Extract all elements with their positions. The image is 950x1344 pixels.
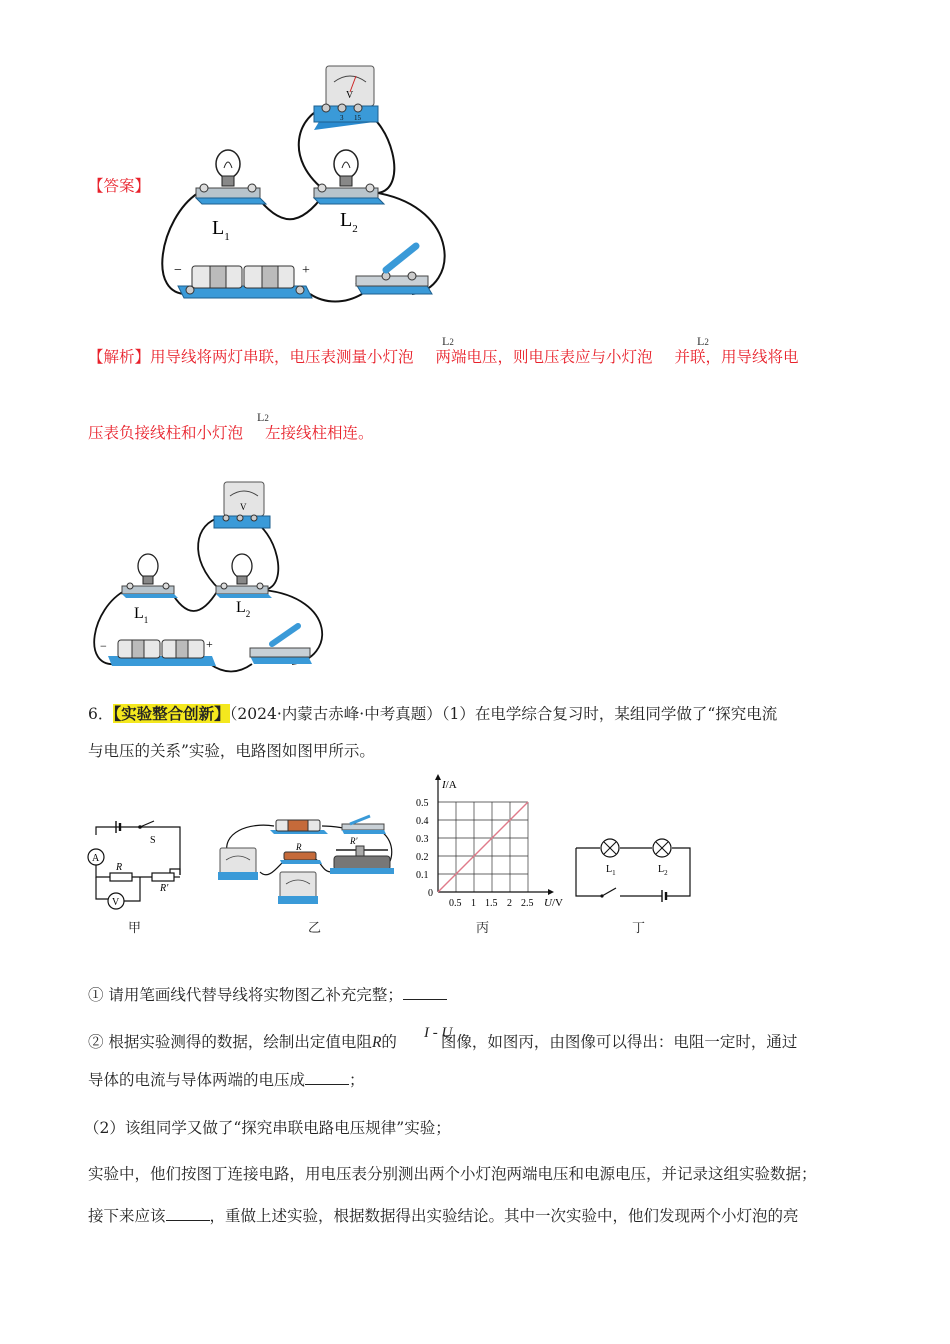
caption-jia: 甲 bbox=[128, 921, 142, 936]
analysis-text: 并联，用导线将电 bbox=[674, 348, 799, 366]
wire bbox=[310, 294, 362, 302]
rheostat-label: R' bbox=[160, 883, 169, 894]
bulb-l1-icon bbox=[122, 554, 178, 598]
circuit-diagram-jia bbox=[80, 815, 195, 915]
x-tick-label: 2.5 bbox=[521, 898, 534, 909]
battery-minus: − bbox=[100, 639, 107, 653]
circuit-figure-2 bbox=[86, 478, 336, 674]
answer-label: 【答案】 bbox=[88, 177, 151, 195]
part-2-heading: （2）该组同学又做了“探究串联电路电压规律”实验； bbox=[84, 1119, 451, 1137]
x-axis-label: U/V bbox=[544, 897, 563, 909]
y-axis-arrow bbox=[435, 774, 441, 780]
label-l2: $L_2$ bbox=[658, 864, 668, 877]
answer-blank-2[interactable] bbox=[305, 1070, 349, 1085]
part-2-text: ，重做上述实验，根据数据得出实验结论。其中一次实验中，他们发现两个小灯泡的亮 bbox=[209, 1207, 799, 1225]
x-tick-label: 1 bbox=[471, 898, 476, 909]
battery-icon bbox=[178, 266, 312, 298]
origin-label: 0 bbox=[428, 888, 433, 899]
voltmeter-icon bbox=[214, 482, 270, 528]
resistor-label: R bbox=[296, 842, 302, 852]
answer-blank-1[interactable] bbox=[403, 985, 447, 1000]
part-2-text: 接下来应该 bbox=[88, 1207, 166, 1225]
sub-question-text: ； bbox=[349, 1071, 365, 1089]
inline-bulb-label-2: L2 bbox=[697, 334, 709, 348]
analysis-text: 两端电压，则电压表应与小灯泡 bbox=[435, 348, 653, 366]
analysis-line-2 bbox=[88, 422, 374, 444]
iu-chart bbox=[404, 776, 563, 912]
switch-icon bbox=[250, 626, 312, 664]
question-source: （2024·内蒙古赤峰·中考真题） bbox=[229, 705, 442, 723]
circuit-photo-yi bbox=[210, 812, 400, 912]
rheostat-icon bbox=[330, 846, 394, 874]
resistor-label: R bbox=[116, 862, 123, 873]
question-6-line-1 bbox=[88, 703, 777, 725]
label-l2: $L_2$ bbox=[236, 599, 251, 619]
voltmeter-icon bbox=[278, 872, 318, 904]
part-2-line-2 bbox=[88, 1205, 799, 1227]
y-tick-label: 0.3 bbox=[416, 834, 429, 845]
sub-question-2-line-2 bbox=[88, 1069, 365, 1091]
question-text: （1）在电学综合复习时，某组同学做了“探究电流 bbox=[441, 705, 778, 723]
battery-plus: + bbox=[302, 263, 310, 278]
sub-question-text: 的 bbox=[381, 1033, 397, 1051]
caption-yi: 乙 bbox=[308, 921, 322, 936]
y-tick-label: 0.4 bbox=[416, 816, 429, 827]
svg-text:V: V bbox=[240, 502, 247, 512]
iu-symbol: I - U bbox=[424, 1025, 453, 1041]
battery-minus: − bbox=[174, 263, 182, 278]
analysis-label: 【解析】 bbox=[88, 348, 151, 366]
caption-bing: 丙 bbox=[476, 921, 490, 936]
sub-question-text: ② 根据实验测得的数据，绘制出定值电阻 bbox=[88, 1033, 372, 1051]
y-tick-label: 0.2 bbox=[416, 852, 429, 863]
bulb-l2-icon bbox=[216, 554, 272, 598]
lamp-l1-icon bbox=[601, 839, 619, 857]
switch-icon bbox=[342, 816, 386, 834]
bulb-l2-icon bbox=[314, 150, 384, 204]
series-line bbox=[438, 802, 528, 892]
question-6-line-2: 与电压的关系”实验，电路图如图甲所示。 bbox=[88, 742, 375, 760]
x-tick-label: 0.5 bbox=[449, 898, 462, 909]
rheostat bbox=[152, 873, 174, 881]
resistor-symbol: R bbox=[371, 1034, 382, 1051]
x-tick-label: 2 bbox=[507, 898, 512, 909]
label-l1: $L_1$ bbox=[134, 605, 149, 625]
analysis-text: 用导线将两灯串联，电压表测量小灯泡 bbox=[150, 348, 414, 366]
svg-text:15: 15 bbox=[354, 114, 361, 122]
sub-question-1 bbox=[88, 984, 447, 1006]
bulb-l1-icon bbox=[196, 150, 266, 204]
analysis-text: 压表负接线柱和小灯泡 bbox=[88, 424, 244, 442]
resistor-r bbox=[110, 873, 132, 881]
x-axis-arrow bbox=[548, 889, 554, 895]
voltmeter-label: V bbox=[112, 897, 120, 908]
question-tag: 【实验整合创新】 bbox=[113, 704, 230, 723]
label-l2: $L_2$ bbox=[340, 209, 358, 235]
x-tick-label: 1.5 bbox=[485, 898, 498, 909]
battery-icon bbox=[108, 640, 216, 666]
inline-bulb-label-3: L2 bbox=[257, 410, 269, 424]
sub-question-text: ① 请用笔画线代替导线将实物图乙补充完整； bbox=[88, 986, 403, 1004]
svg-text:3: 3 bbox=[340, 114, 344, 122]
ammeter-label: A bbox=[92, 853, 100, 864]
battery-icon bbox=[270, 820, 328, 834]
analysis-line-1 bbox=[88, 346, 799, 368]
label-l1: $L_1$ bbox=[212, 217, 230, 243]
lamp-l2-icon bbox=[653, 839, 671, 857]
y-tick-label: 0.1 bbox=[416, 870, 429, 881]
circuit-figure-1 bbox=[150, 58, 450, 304]
y-tick-label: 0.5 bbox=[416, 798, 429, 809]
label-l1: $L_1$ bbox=[606, 864, 616, 877]
analysis-text: 左接线柱相连。 bbox=[265, 424, 374, 442]
resistor-icon bbox=[280, 852, 322, 864]
caption-ding: 丁 bbox=[632, 921, 646, 936]
answer-blank-3[interactable] bbox=[166, 1206, 210, 1221]
svg-text:V: V bbox=[346, 90, 354, 101]
sub-question-text: 图像，如图丙，由图像可以得出：电阻一定时，通过 bbox=[440, 1033, 798, 1051]
inline-bulb-label-1: L2 bbox=[442, 334, 454, 348]
y-axis-label: I/A bbox=[442, 779, 457, 791]
battery-plus: + bbox=[206, 637, 213, 651]
rheostat-label: R' bbox=[350, 836, 358, 846]
switch-icon bbox=[356, 246, 432, 294]
question-number: 6． bbox=[88, 705, 114, 723]
part-2-line-1: 实验中，他们按图丁连接电路，用电压表分别测出两个小灯泡两端电压和电源电压，并记录这组实验数据； bbox=[88, 1165, 817, 1183]
sub-question-text: 导体的电流与导体两端的电压成 bbox=[88, 1071, 306, 1089]
switch-label: S bbox=[150, 835, 156, 846]
ammeter-icon bbox=[218, 848, 258, 880]
voltmeter-icon bbox=[314, 66, 378, 130]
circuit-diagram-ding bbox=[568, 830, 698, 910]
